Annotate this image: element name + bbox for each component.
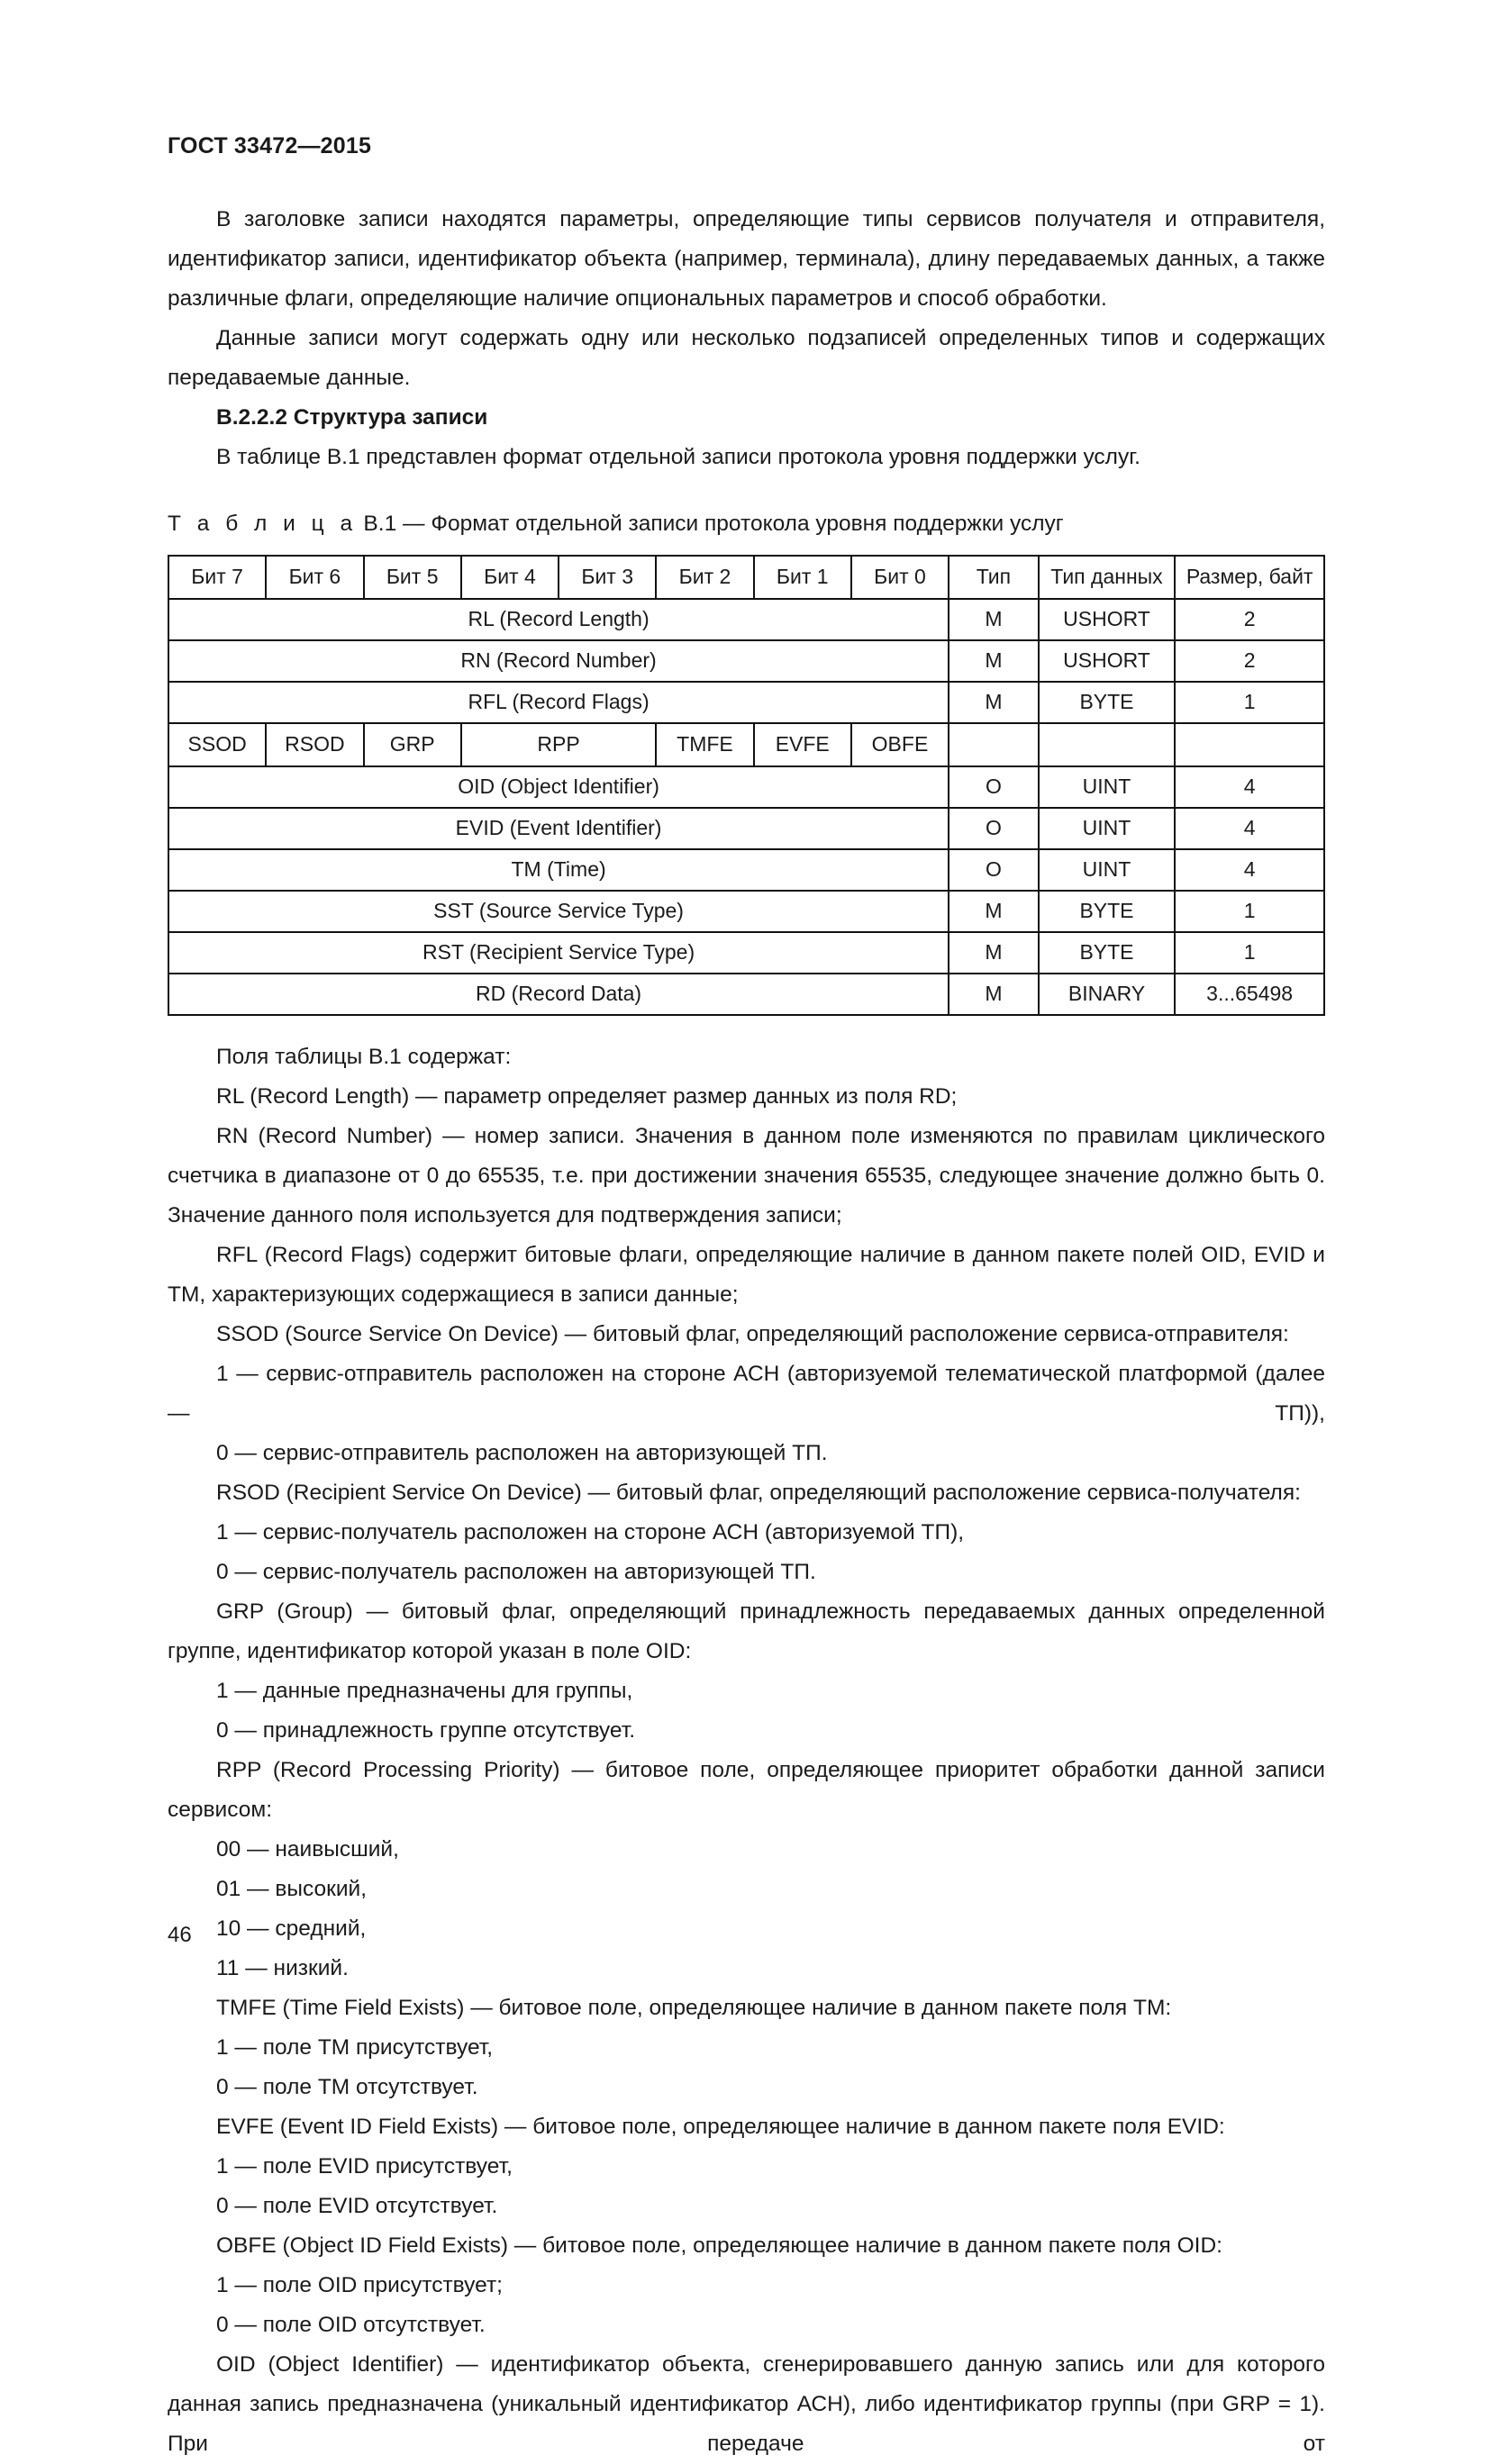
definition-rl: RL (Record Length) — параметр определяет размер данных из поля RD; bbox=[216, 1084, 958, 1109]
cell-type-evid: O bbox=[949, 808, 1039, 849]
th-bit-7: Бит 7 bbox=[168, 556, 266, 599]
definition-evfe-1: 1 — поле EVID присутствует, bbox=[216, 2154, 513, 2179]
definition-rn: RN (Record Number) — номер записи. Значения в данном поле изменяются по правилам циклического счетчика в диапазоне от 0 до 65535, т.е. при достижении значения 65535, следующее значение должно быть 0. Значение данного поля используется для подтверждения записи; bbox=[168, 1124, 1325, 1227]
definition-rsod: RSOD (Recipient Service On Device) — битовый флаг, определяющий расположение сервиса-получателя: bbox=[216, 1481, 1301, 1505]
definition-oid: OID (Object Identifier) — идентификатор объекта, сгенерировавшего данную запись или для которого данная запись предназначена (уникальный идентификатор АСН), либо идентификатор группы (при GRP = 1). При передаче от bbox=[168, 2352, 1325, 2456]
th-bit-2: Бит 2 bbox=[656, 556, 753, 599]
definition-grp-1: 1 — данные предназначены для группы, bbox=[216, 1679, 633, 1703]
cell-size-evid: 4 bbox=[1175, 808, 1324, 849]
th-size: Размер, байт bbox=[1175, 556, 1324, 599]
cell-type-tm: O bbox=[949, 849, 1039, 891]
definition-rpp: RPP (Record Processing Priority) — битовое поле, определяющее приоритет обработки данной записи сервисом: bbox=[168, 1758, 1325, 1822]
cell-datatype-rd: BINARY bbox=[1039, 974, 1176, 1015]
cell-field-oid: OID (Object Identifier) bbox=[168, 766, 949, 808]
definition-obfe: OBFE (Object ID Field Exists) — битовое поле, определяющее наличие в данном пакете поля OID: bbox=[216, 2233, 1222, 2258]
cell-size-sst: 1 bbox=[1175, 891, 1324, 932]
definition-tmfe: TMFE (Time Field Exists) — битовое поле, определяющее наличие в данном пакете поля TM: bbox=[216, 1996, 1172, 2020]
table-row bbox=[168, 932, 1324, 974]
definition-evfe: EVFE (Event ID Field Exists) — битовое поле, определяющее наличие в данном пакете поля EVID: bbox=[216, 2115, 1225, 2139]
cell-flag-ssod: SSOD bbox=[168, 723, 266, 766]
cell-datatype-rn: USHORT bbox=[1039, 640, 1176, 682]
cell-field-rfl: RFL (Record Flags) bbox=[168, 682, 949, 723]
cell-type-rd: M bbox=[949, 974, 1039, 1015]
table-header-row bbox=[168, 556, 1324, 599]
definition-rpp-11: 11 — низкий. bbox=[216, 1956, 349, 1980]
cell-size-rst: 1 bbox=[1175, 932, 1324, 974]
cell-datatype-flags bbox=[1039, 723, 1176, 766]
cell-field-tm: TM (Time) bbox=[168, 849, 949, 891]
table-row bbox=[168, 640, 1324, 682]
cell-flag-rsod: RSOD bbox=[266, 723, 363, 766]
cell-flag-rpp: RPP bbox=[461, 723, 657, 766]
cell-field-rl: RL (Record Length) bbox=[168, 599, 949, 640]
definition-rfl: RFL (Record Flags) содержит битовые флаги, определяющие наличие в данном пакете полей OID, EVID и TM, характеризующих содержащиеся в записи данные; bbox=[168, 1243, 1325, 1307]
cell-type-rl: M bbox=[949, 599, 1039, 640]
definition-rpp-10: 10 — средний, bbox=[216, 1916, 367, 1941]
th-bit-3: Бит 3 bbox=[559, 556, 656, 599]
definition-obfe-0: 0 — поле OID отсутствует. bbox=[216, 2313, 486, 2337]
running-head: ГОСТ 33472—2015 bbox=[168, 133, 372, 159]
cell-field-evid: EVID (Event Identifier) bbox=[168, 808, 949, 849]
definition-grp: GRP (Group) — битовый флаг, определяющий принадлежность передаваемых данных определенной группе, идентификатор которой указан в поле OID: bbox=[168, 1599, 1325, 1663]
section-heading-b222: В.2.2.2 Структура записи bbox=[216, 405, 488, 430]
cell-datatype-evid: UINT bbox=[1039, 808, 1176, 849]
definition-ssod: SSOD (Source Service On Device) — битовый флаг, определяющий расположение сервиса-отправителя: bbox=[216, 1322, 1289, 1346]
th-bit-5: Бит 5 bbox=[364, 556, 461, 599]
paragraph-intro-2: Данные записи могут содержать одну или несколько подзаписей определенных типов и содержащих передаваемые данные. bbox=[168, 326, 1325, 390]
cell-type-oid: O bbox=[949, 766, 1039, 808]
definition-evfe-0: 0 — поле EVID отсутствует. bbox=[216, 2194, 498, 2218]
table-row bbox=[168, 849, 1324, 891]
cell-flag-obfe: OBFE bbox=[851, 723, 949, 766]
definition-rpp-01: 01 — высокий, bbox=[216, 1877, 368, 1901]
cell-field-rst: RST (Recipient Service Type) bbox=[168, 932, 949, 974]
cell-type-rn: M bbox=[949, 640, 1039, 682]
th-bit-1: Бит 1 bbox=[754, 556, 851, 599]
definition-rsod-0: 0 — сервис-получатель расположен на авторизующей ТП. bbox=[216, 1560, 816, 1584]
cell-datatype-rl: USHORT bbox=[1039, 599, 1176, 640]
cell-datatype-rst: BYTE bbox=[1039, 932, 1176, 974]
definition-grp-0: 0 — принадлежность группе отсутствует. bbox=[216, 1718, 636, 1743]
th-bit-6: Бит 6 bbox=[266, 556, 363, 599]
cell-size-rd: 3...65498 bbox=[1175, 974, 1324, 1015]
definition-tmfe-1: 1 — поле TM присутствует, bbox=[216, 2035, 494, 2060]
cell-size-flags bbox=[1175, 723, 1324, 766]
table-row bbox=[168, 766, 1324, 808]
definitions-intro: Поля таблицы В.1 содержат: bbox=[216, 1045, 512, 1069]
table-row-flags bbox=[168, 723, 1324, 766]
th-bit-0: Бит 0 bbox=[851, 556, 949, 599]
cell-size-rn: 2 bbox=[1175, 640, 1324, 682]
table-row bbox=[168, 808, 1324, 849]
cell-datatype-tm: UINT bbox=[1039, 849, 1176, 891]
table-caption-title: Формат отдельной записи протокола уровня поддержки услуг bbox=[431, 512, 1064, 536]
table-row bbox=[168, 682, 1324, 723]
definition-rsod-1: 1 — сервис-получатель расположен на стороне АСН (авторизуемой ТП), bbox=[216, 1520, 965, 1545]
definition-ssod-0: 0 — сервис-отправитель расположен на авторизующей ТП. bbox=[216, 1441, 828, 1465]
cell-type-flags bbox=[949, 723, 1039, 766]
cell-datatype-oid: UINT bbox=[1039, 766, 1176, 808]
cell-flag-evfe: EVFE bbox=[754, 723, 851, 766]
definition-obfe-1: 1 — поле OID присутствует; bbox=[216, 2273, 503, 2297]
cell-size-rfl: 1 bbox=[1175, 682, 1324, 723]
cell-flag-grp: GRP bbox=[364, 723, 461, 766]
page-number: 46 bbox=[168, 1923, 192, 1947]
definition-tmfe-0: 0 — поле TM отсутствует. bbox=[216, 2075, 478, 2099]
table-caption-number: В.1 bbox=[363, 512, 397, 536]
cell-field-rd: RD (Record Data) bbox=[168, 974, 949, 1015]
cell-datatype-rfl: BYTE bbox=[1039, 682, 1176, 723]
table-row bbox=[168, 891, 1324, 932]
cell-field-rn: RN (Record Number) bbox=[168, 640, 949, 682]
th-type: Тип bbox=[949, 556, 1039, 599]
cell-size-rl: 2 bbox=[1175, 599, 1324, 640]
cell-size-tm: 4 bbox=[1175, 849, 1324, 891]
table-caption bbox=[168, 504, 1325, 544]
definition-ssod-1: 1 — сервис-отправитель расположен на стороне АСН (авторизуемой телематической платформой (далее — ТП)), bbox=[168, 1362, 1325, 1426]
th-data-type: Тип данных bbox=[1039, 556, 1176, 599]
cell-size-oid: 4 bbox=[1175, 766, 1324, 808]
definition-rpp-00: 00 — наивысший, bbox=[216, 1837, 399, 1862]
th-bit-4: Бит 4 bbox=[461, 556, 559, 599]
table-row bbox=[168, 599, 1324, 640]
cell-field-sst: SST (Source Service Type) bbox=[168, 891, 949, 932]
paragraph-table-ref: В таблице В.1 представлен формат отдельной записи протокола уровня поддержки услуг. bbox=[216, 445, 1140, 469]
cell-type-sst: M bbox=[949, 891, 1039, 932]
paragraph-intro-1: В заголовке записи находятся параметры, определяющие типы сервисов получателя и отправителя, идентификатор записи, идентификатор объекта (например, терминала), длину передаваемых данных, а также различные флаги, определяющие наличие опциональных параметров и способ обработки. bbox=[168, 207, 1325, 311]
cell-datatype-sst: BYTE bbox=[1039, 891, 1176, 932]
record-format-table bbox=[168, 555, 1325, 1016]
cell-flag-tmfe: TMFE bbox=[656, 723, 753, 766]
page-content bbox=[168, 200, 1325, 2464]
cell-type-rst: M bbox=[949, 932, 1039, 974]
table-row bbox=[168, 974, 1324, 1015]
table-caption-dash: — bbox=[403, 512, 425, 536]
table-caption-label: Т а б л и ц а bbox=[168, 512, 358, 536]
cell-type-rfl: M bbox=[949, 682, 1039, 723]
